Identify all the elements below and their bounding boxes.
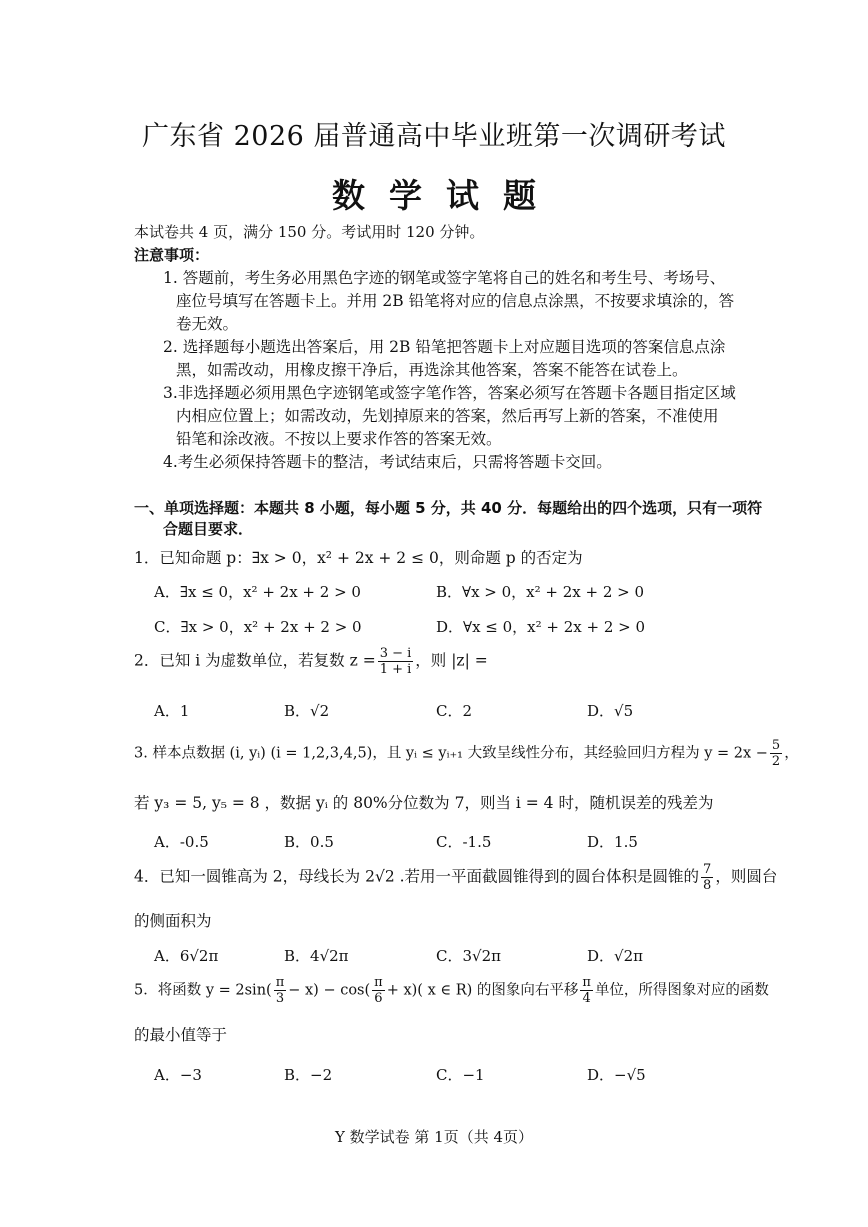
- question-3-stem-a: 3. 样本点数据 (i, yᵢ) (i = 1,2,3,4,5)，且 yᵢ ≤ yᵢ₊₁ 大致呈线性分布，其经验回归方程为 y = 2x −: [134, 745, 768, 762]
- fraction-numerator: 5: [771, 738, 781, 753]
- question-5-option-b: B．−2: [284, 1066, 333, 1084]
- fraction-numerator: 7: [703, 862, 712, 877]
- question-5-option-d: D．−√5: [587, 1066, 646, 1084]
- question-5-stem-d: 单位，所得图象对应的函数: [594, 982, 769, 999]
- question-4-fraction: [701, 862, 713, 893]
- question-2-option-d: D．√5: [587, 702, 634, 720]
- question-4-line-2: 的侧面积为: [134, 912, 212, 930]
- question-4-option-d: D．√2π: [587, 947, 643, 965]
- question-5-fraction-2: [372, 975, 385, 1006]
- question-4-stem-a: 4．已知一圆锥高为 2，母线长为 2√2 .若用一平面截圆锥得到的圆台体积是圆锥的: [134, 867, 700, 886]
- section-1-heading-cont: 合题目要求．: [163, 520, 254, 538]
- notice-item-2-line-2: 黑，如需改动，用橡皮擦干净后，再选涂其他答案，答案不能答在试卷上。: [176, 361, 688, 379]
- question-1-option-a: A．∃x ≤ 0，x² + 2x + 2 > 0: [154, 583, 361, 601]
- question-5-stem-c: + x)( x ∈ R) 的图象向右平移: [386, 982, 579, 999]
- question-3-option-c: C．-1.5: [436, 833, 492, 851]
- question-5-stem: [134, 975, 769, 1006]
- question-2-option-a: A．1: [154, 702, 190, 720]
- fraction-numerator: π: [582, 975, 591, 990]
- question-5-fraction-3: [580, 975, 593, 1006]
- question-3-option-d: D．1.5: [587, 833, 638, 851]
- fraction-denominator: 4: [582, 991, 591, 1006]
- question-1-option-c: C．∃x > 0，x² + 2x + 2 > 0: [154, 618, 362, 636]
- question-3-option-a: A．-0.5: [154, 833, 209, 851]
- notice-item-3-line-2: 内相应位置上；如需改动，先划掉原来的答案，然后再写上新的答案，不准使用: [176, 407, 719, 425]
- question-2-stem-a: 2．已知 i 为虚数单位，若复数 z =: [134, 651, 376, 670]
- notice-heading: 注意事项：: [134, 246, 210, 264]
- notice-item-1-line-2: 座位号填写在答题卡上。并用 2B 铅笔将对应的信息点涂黑，不按要求填涂的，答: [176, 292, 735, 310]
- exam-subject-title: 数学试题: [332, 176, 560, 215]
- notice-item-4: 4.考生必须保持答题卡的整洁，考试结束后，只需将答题卡交回。: [163, 453, 612, 471]
- fraction-denominator: 8: [703, 878, 712, 893]
- question-3-stem: [134, 738, 799, 769]
- question-1-stem: 1．已知命题 p：∃x > 0，x² + 2x + 2 ≤ 0，则命题 p 的否定为: [134, 549, 583, 567]
- question-4-option-c: C．3√2π: [436, 947, 501, 965]
- exam-title: 广东省 2026 届普通高中毕业班第一次调研考试: [142, 121, 726, 152]
- question-4-option-a: A．6√2π: [154, 947, 219, 965]
- question-5-stem-a: 5．将函数 y = 2sin(: [134, 982, 272, 999]
- question-5-stem-b: − x) − cos(: [288, 982, 371, 999]
- fraction-numerator: π: [374, 975, 383, 990]
- notice-item-1-line-3: 卷无效。: [176, 315, 239, 333]
- question-1-option-b: B．∀x > 0，x² + 2x + 2 > 0: [436, 583, 645, 601]
- section-1-heading: 一、单项选择题：本题共 8 小题，每小题 5 分，共 40 分．每题给出的四个选项，只有一项符: [134, 499, 763, 517]
- question-3-fraction: [770, 738, 782, 769]
- page-footer: Y 数学试卷 第 1页（共 4页）: [334, 1128, 534, 1146]
- question-3-line-2: 若 y₃ = 5, y₅ = 8 ，数据 yᵢ 的 80%分位数为 7，则当 i = 4 时，随机误差的残差为: [134, 794, 714, 812]
- fraction-denominator: 2: [771, 754, 781, 769]
- notice-item-1-line-1: 1. 答题前，考生务必用黑色字迹的钢笔或签字笔将自己的姓名和考生号、考场号、: [163, 269, 726, 287]
- fraction-denominator: 6: [374, 991, 383, 1006]
- question-2-fraction: [378, 646, 414, 677]
- question-4-stem-b: ，则圆台: [715, 867, 778, 886]
- notice-item-2-line-1: 2. 选择题每小题选出答案后，用 2B 铅笔把答题卡上对应题目选项的答案信息点涂: [163, 338, 726, 356]
- question-1-option-d: D．∀x ≤ 0，x² + 2x + 2 > 0: [436, 618, 646, 636]
- exam-intro: 本试卷共 4 页，满分 150 分。考试用时 120 分钟。: [134, 223, 485, 241]
- question-5-fraction-1: [274, 975, 287, 1006]
- fraction-denominator: 3: [275, 991, 285, 1006]
- question-3-stem-b: ，: [784, 745, 799, 762]
- question-2-option-c: C．2: [436, 702, 473, 720]
- question-5-option-a: A．−3: [154, 1066, 202, 1084]
- question-2-stem-b: ，则 |z| =: [415, 651, 488, 670]
- fraction-numerator: 3 − i: [379, 646, 412, 661]
- question-2-stem: [134, 646, 488, 677]
- question-4-stem: [134, 862, 777, 893]
- question-4-option-b: B．4√2π: [284, 947, 349, 965]
- question-3-option-b: B．0.5: [284, 833, 334, 851]
- fraction-numerator: π: [275, 975, 285, 990]
- question-2-option-b: B．√2: [284, 702, 330, 720]
- fraction-denominator: 1 + i: [379, 662, 412, 677]
- question-5-option-c: C．−1: [436, 1066, 485, 1084]
- question-5-line-2: 的最小值等于: [134, 1026, 228, 1044]
- notice-item-3-line-3: 铅笔和涂改液。不按以上要求作答的答案无效。: [176, 430, 502, 448]
- notice-item-3-line-1: 3.非选择题必须用黑色字迹钢笔或签字笔作答，答案必须写在答题卡各题目指定区域: [163, 384, 736, 402]
